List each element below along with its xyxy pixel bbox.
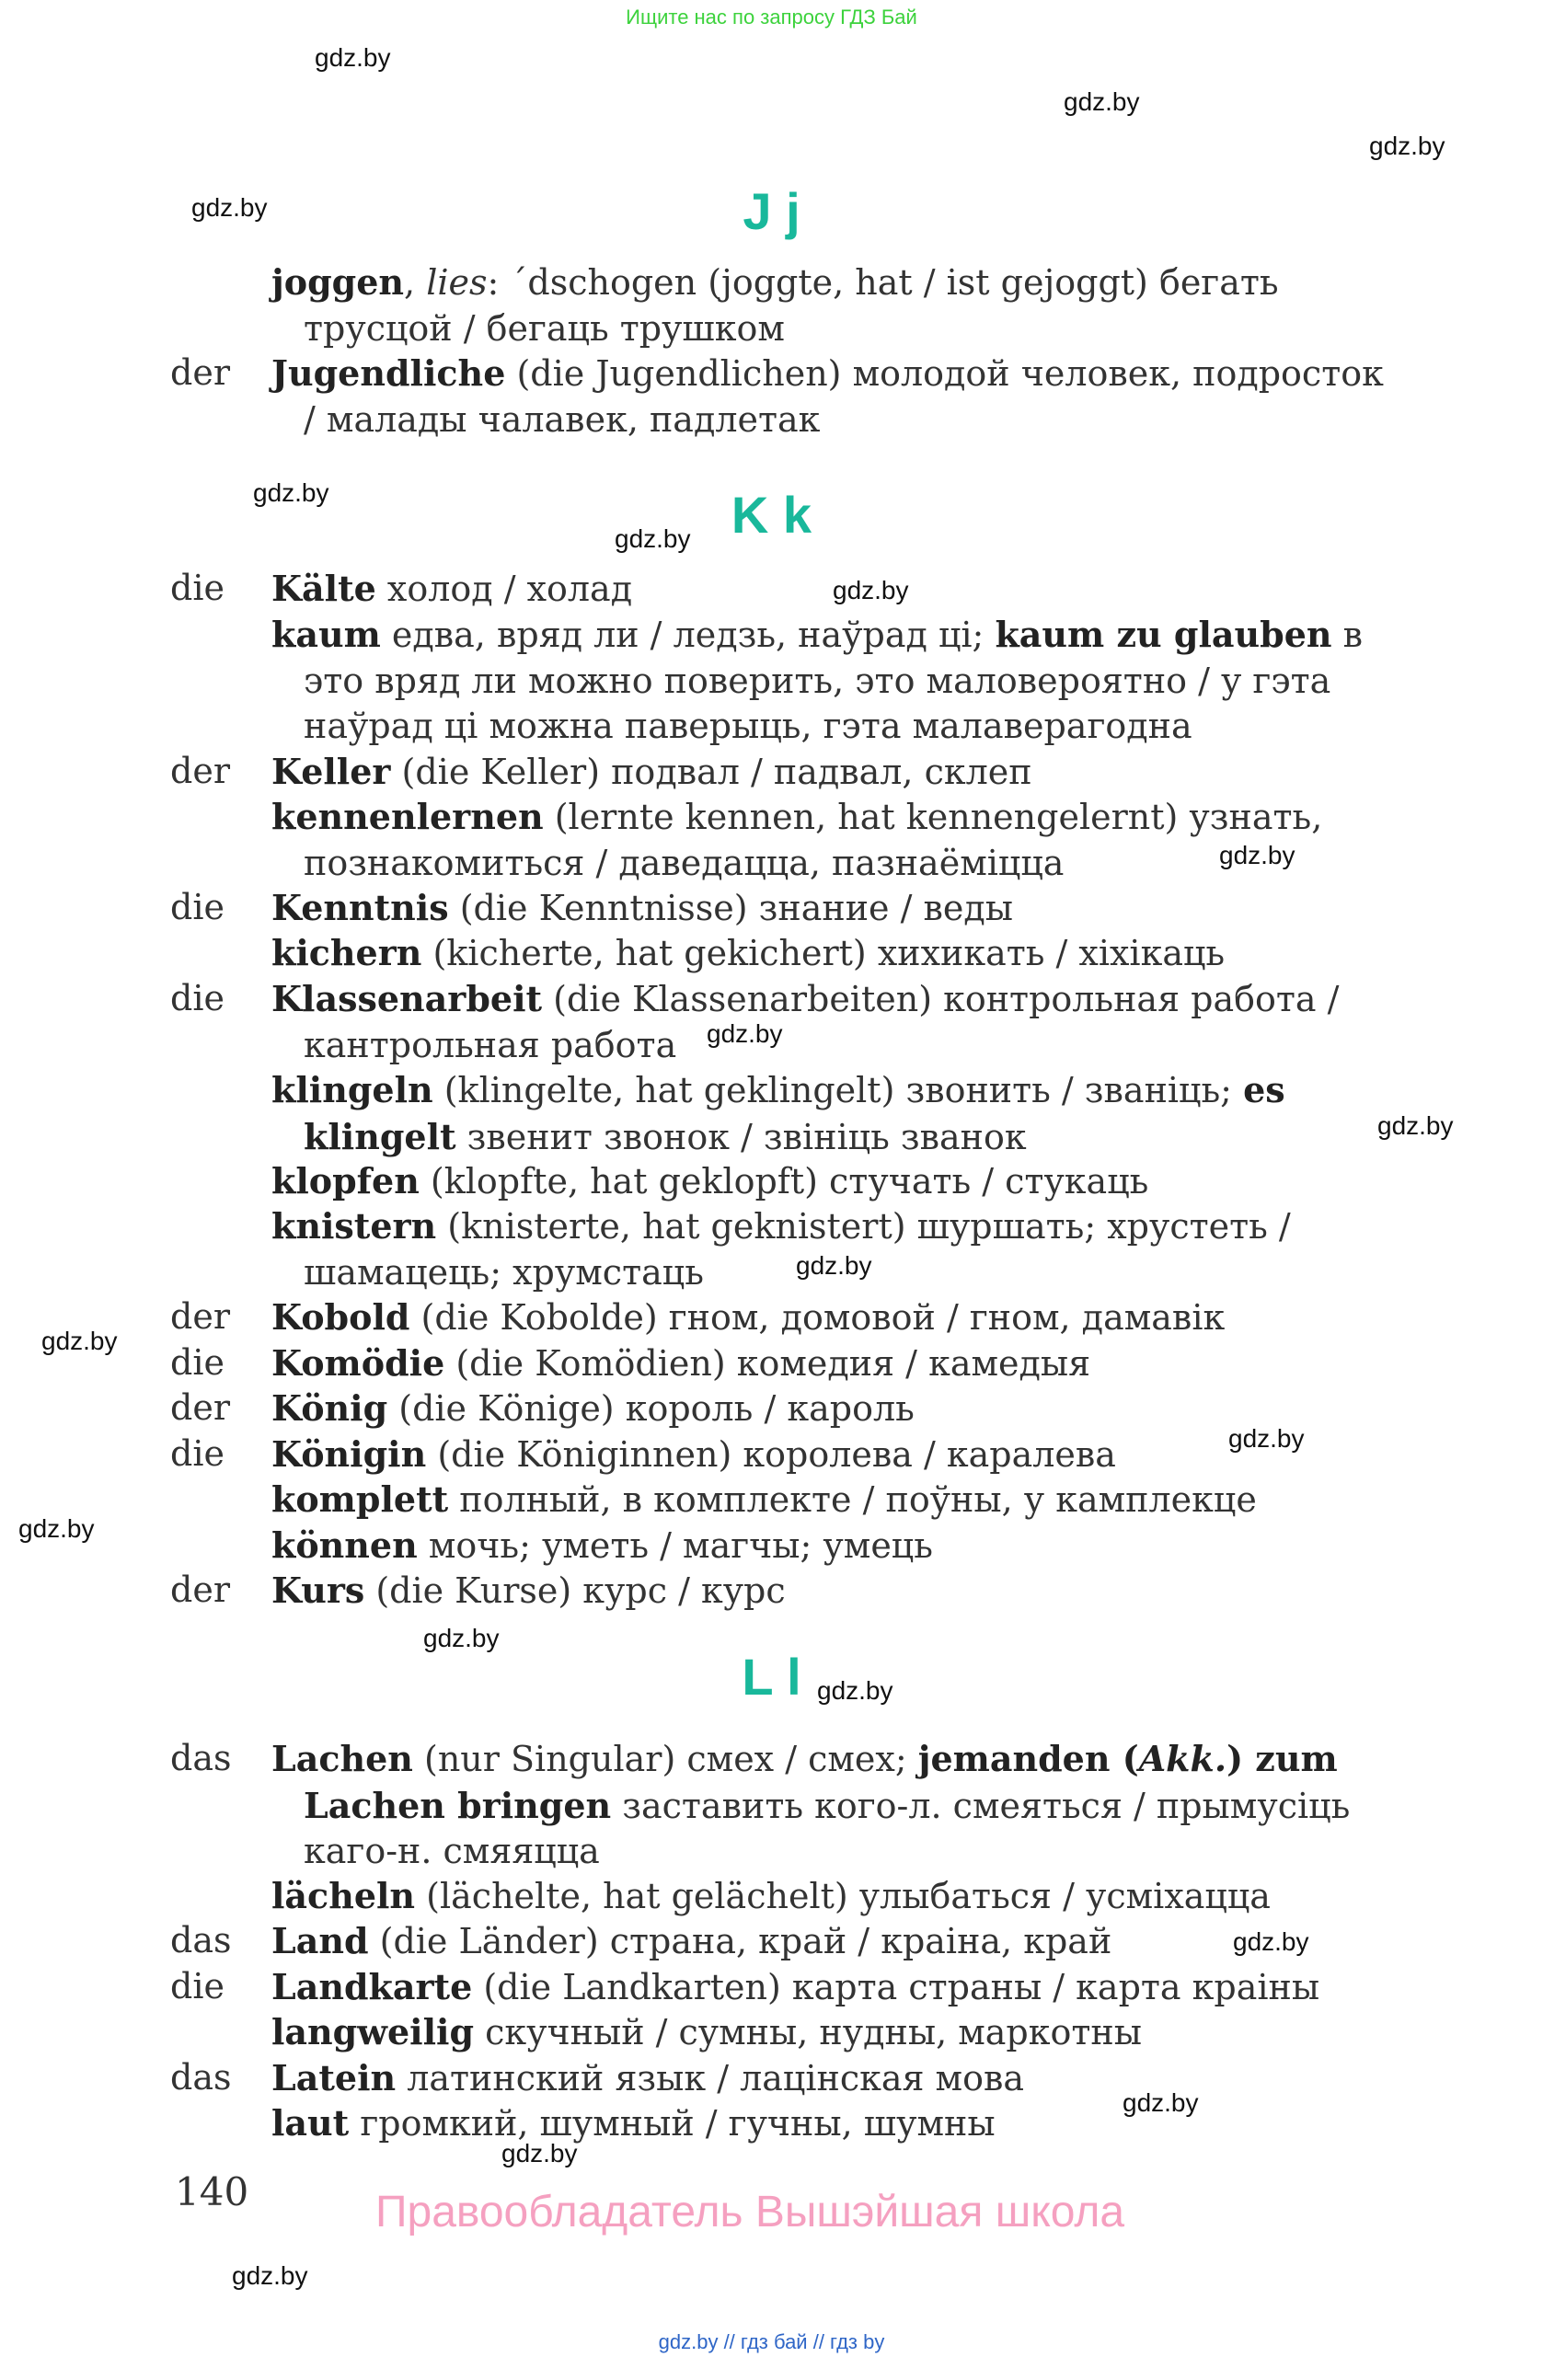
watermark: gdz.by — [1219, 841, 1295, 869]
article: das — [170, 1738, 232, 1778]
watermark: gdz.by — [707, 1019, 783, 1048]
watermark: gdz.by — [796, 1251, 872, 1280]
watermark: gdz.by — [18, 1514, 95, 1543]
watermark: gdz.by — [1233, 1927, 1309, 1956]
article: der — [170, 1569, 230, 1610]
entry-joggen: joggen, lies: ´dschogen (joggte, hat / ist gejoggt) бегать трусцой / бегаць трушком — [271, 261, 1279, 349]
article: das — [170, 1920, 232, 1960]
watermark: gdz.by — [253, 478, 329, 507]
watermark: gdz.by — [501, 2139, 578, 2167]
entry-landkarte: die Landkarte (die Landkarten) карта страны / карта краіны — [170, 1964, 1403, 2011]
article: das — [170, 2057, 232, 2098]
watermark: gdz.by — [833, 576, 909, 604]
section-heading-k: K k — [731, 486, 812, 544]
entry-kobold: der Kobold (die Kobolde) гном, домовой / гном, дамавік — [170, 1294, 1403, 1341]
watermark: gdz.by — [1369, 132, 1445, 160]
watermark: gdz.by — [232, 2261, 308, 2290]
entry-komoedie: die Komödie (die Komödien) комедия / камедыя — [170, 1340, 1403, 1387]
watermark: gdz.by — [615, 524, 691, 553]
watermark: gdz.by — [1064, 87, 1140, 116]
article: die — [170, 1433, 225, 1474]
section-heading-l: L l — [742, 1648, 801, 1706]
top-banner: Ищите нас по запросу ГДЗ Бай — [626, 6, 917, 29]
entry-laecheln: lächeln (lächelte, hat gelächelt) улыбаться / усміхацца — [271, 1875, 1271, 1916]
entry-kaum: kaum едва, вряд ли / ледзь, наўрад ці; kaum zu glauben в это вряд ли можно поверить, это маловероятно / у гэта наўрад ці можна паверыць, гэта малаверагодна — [271, 614, 1364, 746]
entry-knistern: knistern (knisterte, hat geknistert) шуршать; хрустеть / шамацець; хрумстаць — [271, 1205, 1291, 1293]
entry-laut: laut громкий, шумный / гучны, шумны — [271, 2102, 996, 2144]
entry-komplett: komplett полный, в комплекте / поўны, у камплекце — [271, 1478, 1257, 1520]
article: die — [170, 887, 225, 927]
watermark: gdz.by — [423, 1624, 500, 1652]
section-heading-j: J j — [743, 182, 800, 240]
watermark: gdz.by — [315, 43, 391, 72]
entry-koenigin: die Königin (die Königinnen) королева / каралева — [170, 1431, 1403, 1478]
page-number: 140 — [175, 2169, 249, 2214]
watermark: gdz.by — [1377, 1111, 1454, 1140]
entry-land: das Land (die Länder) страна, край / краіна, край — [170, 1918, 1403, 1965]
article: die — [170, 1342, 225, 1383]
article: die — [170, 978, 225, 1018]
watermark: gdz.by — [191, 193, 268, 222]
entry-klassenarbeit: die Klassenarbeit (die Klassenarbeiten) контрольная работа / кантрольная работа — [170, 978, 1340, 1065]
entry-jugendliche: der Jugendliche (die Jugendlichen) молодой человек, подросток / малады чалавек, падлетак — [170, 352, 1384, 440]
entry-klingeln: klingeln (klingelte, hat geklingelt) звонить / званіць; es klingelt звенит звонок / звініць званок — [271, 1069, 1285, 1157]
entry-kennenlernen: kennenlernen (lernte kennen, hat kennengelernt) узнать, познакомиться / даведацца, пазнаёміцца — [271, 796, 1323, 883]
entry-klopfen: klopfen (klopfte, hat geklopft) стучать / стукаць — [271, 1160, 1149, 1201]
entry-kichern: kichern (kicherte, hat gekichert) хихикать / хіхікаць — [271, 932, 1226, 973]
entry-koennen: können мочь; уметь / магчы; умець — [271, 1524, 933, 1566]
watermark: gdz.by — [1123, 2088, 1199, 2117]
rights-notice: Правообладатель Вышэйшая школа — [375, 2188, 1125, 2236]
article: der — [170, 352, 230, 393]
entry-keller: der Keller (die Keller) подвал / падвал, склеп — [170, 749, 1403, 796]
entry-kurs: der Kurs (die Kurse) курс / курс — [170, 1568, 1403, 1615]
entry-kaelte: die Kälte холод / холад — [170, 566, 1403, 613]
entry-latein: das Latein латинский язык / лацінская мова — [170, 2055, 1403, 2102]
entry-kenntnis: die Kenntnis (die Kenntnisse) знание / веды — [170, 885, 1403, 932]
article: die — [170, 568, 225, 608]
watermark: gdz.by — [817, 1676, 893, 1705]
entry-koenig: der König (die Könige) король / кароль — [170, 1385, 1403, 1432]
watermark: gdz.by — [41, 1327, 118, 1355]
watermark: gdz.by — [1228, 1424, 1305, 1453]
entry-lachen: das Lachen (nur Singular) смех / смех; jemanden (Akk.) zum Lachen bringen заставить кого-л. смеяться / прымусіць каго-н. смяяцца — [170, 1738, 1351, 1871]
article: die — [170, 1966, 225, 2006]
entry-langweilig: langweilig скучный / сумны, нудны, маркотны — [271, 2011, 1142, 2052]
footer-links[interactable]: gdz.by // гдз бай // гдз by — [658, 2330, 885, 2353]
article: der — [170, 1296, 230, 1337]
article: der — [170, 1387, 230, 1428]
article: der — [170, 751, 230, 791]
